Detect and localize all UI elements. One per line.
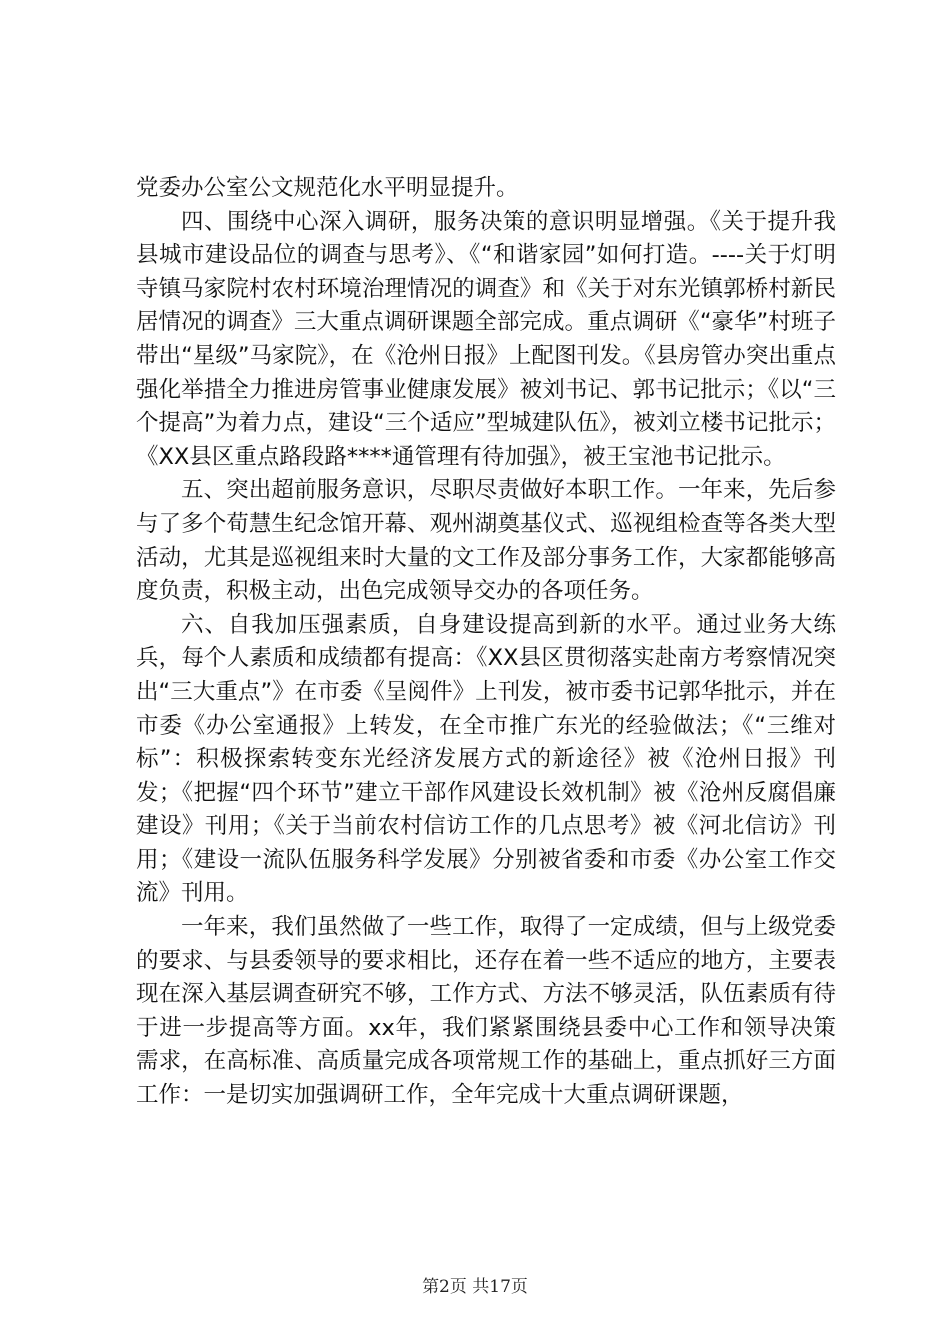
paragraph-summary: 一年来，我们虽然做了一些工作，取得了一定成绩，但与上级党委的要求、与县委领导的要求相比，还存在着一些不适应的地方，主要表现在深入基层调查研究不够，工作方式、方法不够灵活，队伍素质有待于进一步提高等方面。xx年，我们紧紧围绕县委中心工作和领导决策需求，在高标准、高质量完成各项常规工作的基础上，重点抓好三方面工作：一是切实加强调研工作，全年完成十大重点调研课题， <box>136 914 836 1109</box>
paragraph-continuation: 党委办公室公文规范化水平明显提升。 <box>136 175 519 201</box>
paragraph-section-four: 四、围绕中心深入调研，服务决策的意识明显增强。《关于提升我县城市建设品位的调查与思考》、《“和谐家园”如何打造。----关于灯明寺镇马家院村农村环境治理情况的调查》和《关于对东光镇郭桥村新民居情况的调查》三大重点调研课题全部完成。重点调研《“豪华”村班子带出“星级”马家院》，在《沧州日报》上配图刊发。《县房管办突出重点强化举措全力推进房管事业健康发展》被刘书记、郭书记批示；《以“三个提高”为着力点，建设“三个适应”型城建队伍》，被刘立楼书记批示；《XX县区重点路段路****通管理有待加强》，被王宝池书记批示。 <box>136 208 836 470</box>
page-footer: 第2页 共17页 <box>422 1277 528 1297</box>
paragraph-section-six: 六、自我加压强素质，自身建设提高到新的水平。通过业务大练兵，每个人素质和成绩都有提高：《XX县区贯彻落实赴南方考察情况突出“三大重点”》在市委《呈阅件》上刊发，被市委书记郭华批示，并在市委《办公室通报》上转发，在全市推广东光的经验做法；《“三维对标”：积极探索转变东光经济发展方式的新途径》被《沧州日报》刊发；《把握“四个环节”建立干部作风建设长效机制》被《沧州反腐倡廉建设》刊用；《关于当前农村信访工作的几点思考》被《河北信访》刊用；《建设一流队伍服务科学发展》分别被省委和市委《办公室工作交流》刊用。 <box>136 611 836 907</box>
paragraph-section-five: 五、突出超前服务意识，尽职尽责做好本职工作。一年来，先后参与了多个荀慧生纪念馆开幕、观州湖奠基仪式、巡视组检查等各类大型活动，尤其是巡视组来时大量的文工作及部分事务工作，大家都能够高度负责，积极主动，出色完成领导交办的各项任务。 <box>136 477 836 605</box>
document-body <box>136 172 836 1113</box>
